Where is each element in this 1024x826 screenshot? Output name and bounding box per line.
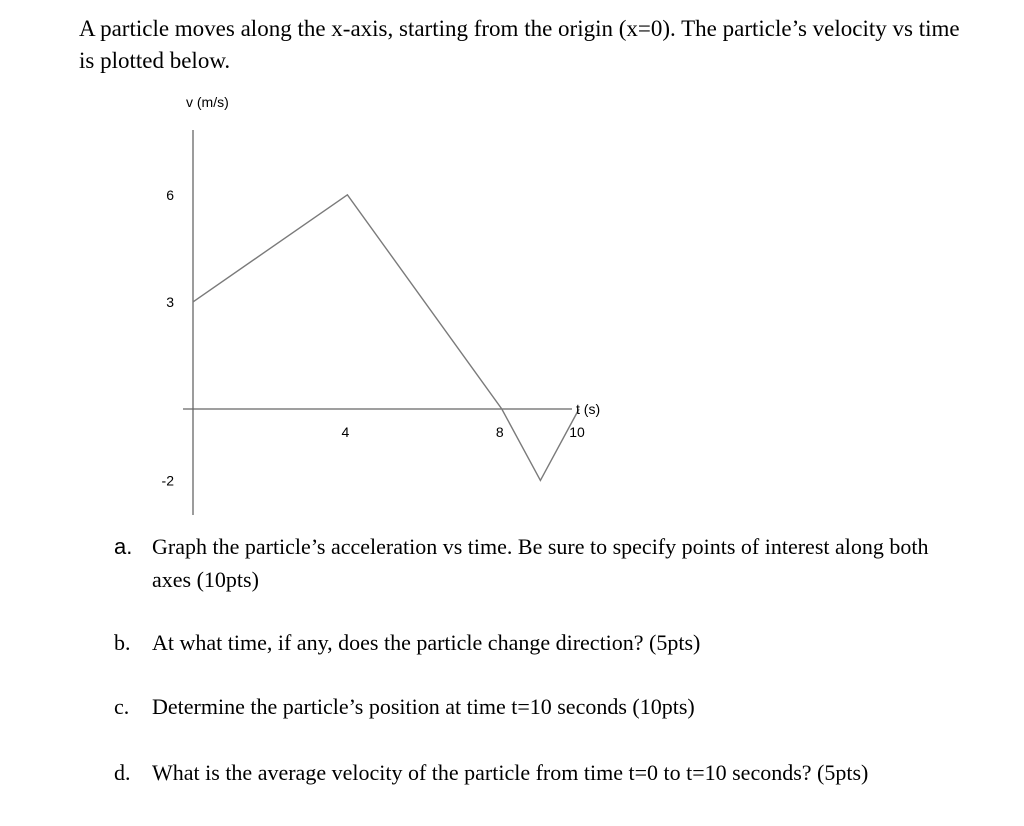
question-a-letter: a. xyxy=(114,534,133,559)
x-tick-label: 8 xyxy=(495,424,504,440)
y-axis-label: v (m/s) xyxy=(186,94,229,110)
x-tick-label: 4 xyxy=(341,424,350,440)
y-tick-label: -2 xyxy=(161,472,174,489)
question-c-text: Determine the particle’s position at time t=10 seconds (10pts) xyxy=(152,694,695,719)
velocity-series-line xyxy=(193,195,579,481)
question-d-text: What is the average velocity of the particle from time t=0 to t=10 seconds? (5pts) xyxy=(152,760,869,785)
question-d-letter: d. xyxy=(114,760,131,785)
y-tick-labels xyxy=(162,187,175,489)
problem-intro: A particle moves along the x-axis, starting from the origin (x=0). The particle’s velocity vs time is plotted below. xyxy=(79,16,960,73)
question-b-text: At what time, if any, does the particle change direction? (5pts) xyxy=(152,630,701,655)
question-b-letter: b. xyxy=(114,630,131,655)
question-a-text: Graph the particle’s acceleration vs time. Be sure to specify points of interest along both axes (10pts) xyxy=(152,534,929,592)
question-c-letter: c. xyxy=(114,694,130,719)
x-axis-label: t (s) xyxy=(576,401,601,417)
x-tick-label: 10 xyxy=(569,424,585,440)
y-tick-label: 3 xyxy=(166,293,174,310)
x-tick-labels xyxy=(342,424,585,440)
y-tick-label: 6 xyxy=(166,186,174,203)
